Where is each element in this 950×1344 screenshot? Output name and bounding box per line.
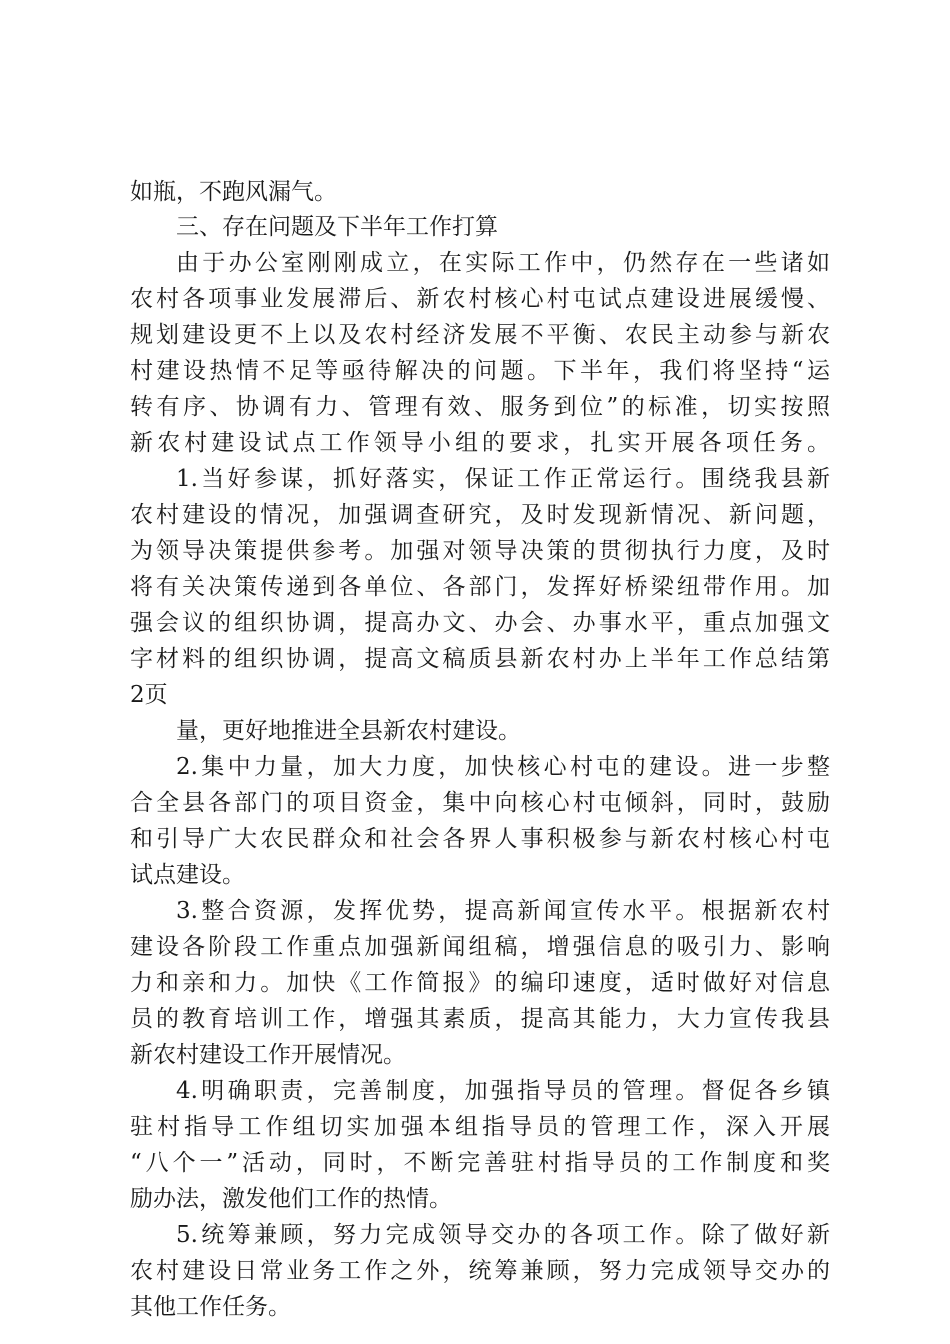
- text-line: 由于办公室刚刚成立，在实际工作中，仍然存在一些诸如: [176, 250, 830, 276]
- text-line: 规划建设更不上以及农村经济发展不平衡、农民主动参与新农: [130, 322, 830, 348]
- text-line: 试点建设。: [130, 862, 245, 888]
- text-line: 如瓶，不跑风漏气。: [130, 179, 337, 205]
- text-line: 合全县各部门的项目资金，集中向核心村屯倾斜，同时，鼓励: [130, 790, 830, 816]
- text-line: 驻村指导工作组切实加强本组指导员的管理工作，深入开展: [130, 1114, 830, 1140]
- text-line: 建设各阶段工作重点加强新闻组稿，增强信息的吸引力、影响: [130, 934, 830, 960]
- text-line: 将有关决策传递到各单位、各部门，发挥好桥梁纽带作用。加: [130, 574, 830, 600]
- section-heading: 三、存在问题及下半年工作打算: [176, 214, 498, 240]
- text-line: 量，更好地推进全县新农村建设。: [176, 718, 521, 744]
- text-line: 1.当好参谋，抓好落实，保证工作正常运行。围绕我县新: [176, 466, 830, 492]
- text-line: 字材料的组织协调，提高文稿质县新农村办上半年工作总结第: [130, 646, 830, 672]
- text-line: 新农村建设工作开展情况。: [130, 1042, 406, 1068]
- text-line: 为领导决策提供参考。加强对领导决策的贯彻执行力度，及时: [130, 538, 830, 564]
- text-line: 励办法，激发他们工作的热情。: [130, 1186, 452, 1212]
- text-line: 农村建设日常业务工作之外，统筹兼顾，努力完成领导交办的: [130, 1258, 830, 1284]
- text-line: 员的教育培训工作，增强其素质，提高其能力，大力宣传我县: [130, 1006, 830, 1032]
- text-line: 转有序、协调有力、管理有效、服务到位”的标准，切实按照: [130, 394, 830, 420]
- text-line: 5.统筹兼顾，努力完成领导交办的各项工作。除了做好新: [176, 1222, 830, 1248]
- text-line: 2页: [130, 682, 168, 708]
- text-line: 力和亲和力。加快《工作简报》的编印速度，适时做好对信息: [130, 970, 830, 996]
- text-line: 强会议的组织协调，提高办文、办会、办事水平，重点加强文: [130, 610, 830, 636]
- text-line: 农村建设的情况，加强调查研究，及时发现新情况、新问题，: [130, 502, 830, 528]
- text-line: 新农村建设试点工作领导小组的要求，扎实开展各项任务。: [130, 430, 830, 456]
- text-line: “八个一”活动，同时，不断完善驻村指导员的工作制度和奖: [130, 1150, 830, 1176]
- text-line: 3.整合资源，发挥优势，提高新闻宣传水平。根据新农村: [176, 898, 830, 924]
- text-line: 其他工作任务。: [130, 1294, 291, 1320]
- text-line: 4.明确职责，完善制度，加强指导员的管理。督促各乡镇: [176, 1078, 830, 1104]
- text-line: 2.集中力量，加大力度，加快核心村屯的建设。进一步整: [176, 754, 830, 780]
- text-line: 村建设热情不足等亟待解决的问题。下半年，我们将坚持“运: [130, 358, 830, 384]
- text-line: 和引导广大农民群众和社会各界人事积极参与新农村核心村屯: [130, 826, 830, 852]
- text-line: 农村各项事业发展滞后、新农村核心村屯试点建设进展缓慢、: [130, 286, 830, 312]
